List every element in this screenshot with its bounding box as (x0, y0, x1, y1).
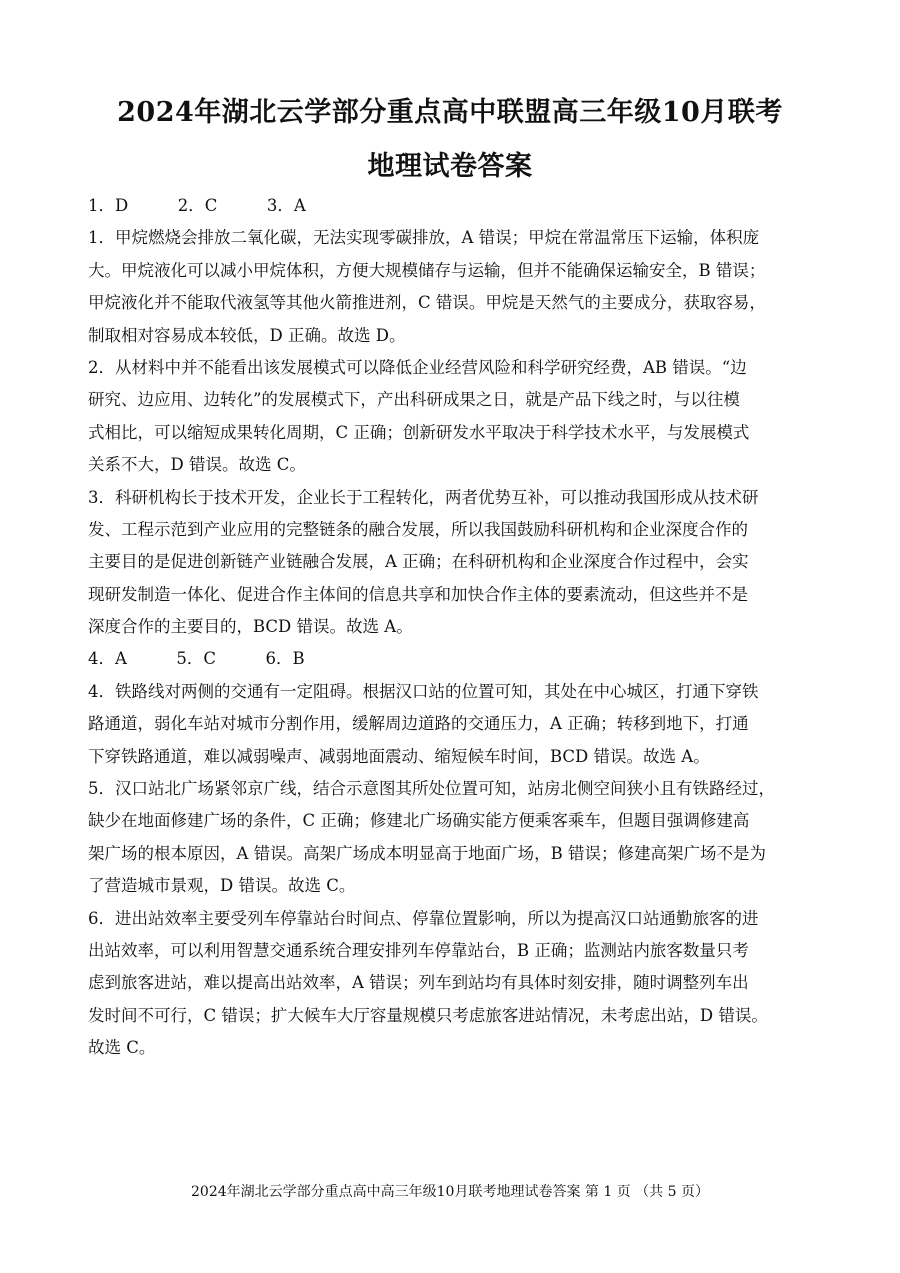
explanation-line: 发、工程示范到产业应用的完整链条的融合发展，所以我国鼓励科研机构和企业深度合作的 (88, 519, 748, 539)
answer-content (88, 190, 812, 1065)
explanation-line: 关系不大，D 错误。故选 C。 (88, 455, 306, 475)
explanation-line: 故选 C。 (88, 1038, 156, 1058)
explanation-q1 (88, 222, 812, 352)
explanation-line: 缺少在地面修建广场的条件，C 正确；修建北广场确实能方便乘客乘车，但题目强调修建高 (88, 811, 750, 831)
explanation-line: 6．进出站效率主要受列车停靠站台时间点、停靠位置影响，所以为提高汉口站通勤旅客的进 (88, 908, 759, 928)
answer-key-1-3: 1．D 2．C 3．A (88, 196, 306, 215)
explanation-line: 深度合作的主要目的，BCD 错误。故选 A。 (88, 617, 413, 637)
explanation-line: 5．汉口站北广场紧邻京广线，结合示意图其所处位置可知，站房北侧空间狭小且有铁路经过， (88, 779, 775, 799)
explanation-line: 路通道，弱化车站对城市分割作用，缓解周边道路的交通压力，A 正确；转移到地下，打通 (88, 714, 749, 734)
explanation-line: 大。甲烷液化可以减小甲烷体积，方便大规模储存与运输，但并不能确保运输安全，B 错误； (88, 260, 766, 280)
explanation-line: 3．科研机构长于技术开发，企业长于工程转化，两者优势互补，可以推动我国形成从技术研 (88, 487, 759, 507)
explanation-line: 式相比，可以缩短成果转化周期，C 正确；创新研发水平取决于科学技术水平，与发展模式 (88, 422, 750, 442)
explanation-line: 下穿铁路通道，难以减弱噪声、减弱地面震动、缩短候车时间，BCD 错误。故选 A。 (88, 746, 710, 766)
explanation-line: 研究、边应用、边转化”的发展模式下，产出科研成果之日，就是产品下线之时，与以往模 (88, 390, 740, 410)
document-subtitle: 地理试卷答案 (367, 151, 533, 182)
explanation-line: 虑到旅客进站，难以提高出站效率，A 错误；列车到站均有具体时刻安排，随时调整列车出 (88, 973, 749, 993)
explanation-line: 甲烷液化并不能取代液氢等其他火箭推进剂，C 错误。甲烷是天然气的主要成分，获取容易， (88, 293, 766, 313)
explanation-line: 主要目的是促进创新链产业链融合发展，A 正确；在科研机构和企业深度合作过程中，会实 (88, 552, 749, 572)
explanation-line: 发时间不可行，C 错误；扩大候车大厅容量规模只考虑旅客进站情况，未考虑出站，D 错误。 (88, 1005, 768, 1025)
explanation-line: 了营造城市景观，D 错误。故选 C。 (88, 876, 356, 896)
document-title: 2024年湖北云学部分重点高中联盟高三年级10月联考 (117, 97, 783, 128)
explanation-line: 1．甲烷燃烧会排放二氧化碳，无法实现零碳排放，A 错误；甲烷在常温常压下运输，体积庞 (88, 228, 760, 248)
explanation-line: 出站效率，可以利用智慧交通系统合理安排列车停靠站台，B 正确；监测站内旅客数量只考 (88, 940, 749, 960)
explanation-line: 制取相对容易成本较低，D 正确。故选 D。 (88, 325, 406, 345)
explanation-q3 (88, 482, 812, 644)
explanation-line: 现研发制造一体化、促进合作主体间的信息共享和加快合作主体的要素流动，但这些并不是 (88, 584, 748, 604)
explanation-q6 (88, 903, 812, 1065)
explanation-q4 (88, 676, 812, 773)
answer-key-4-6: 4．A 5．C 6．B (88, 649, 305, 669)
explanation-line: 2．从材料中并不能看出该发展模式可以降低企业经营风险和科学研究经费，AB 错误。“边 (88, 357, 747, 377)
explanation-q5 (88, 773, 812, 903)
page-footer: 2024年湖北云学部分重点高中高三年级10月联考地理试卷答案 第 1 页 （共 5 页） (191, 1184, 709, 1200)
explanation-q2 (88, 352, 812, 482)
explanation-line: 架广场的根本原因，A 错误。高架广场成本明显高于地面广场，B 错误；修建高架广场不是为 (88, 843, 767, 863)
explanation-line: 4．铁路线对两侧的交通有一定阻碍。根据汉口站的位置可知，其处在中心城区，打通下穿铁 (88, 681, 759, 701)
